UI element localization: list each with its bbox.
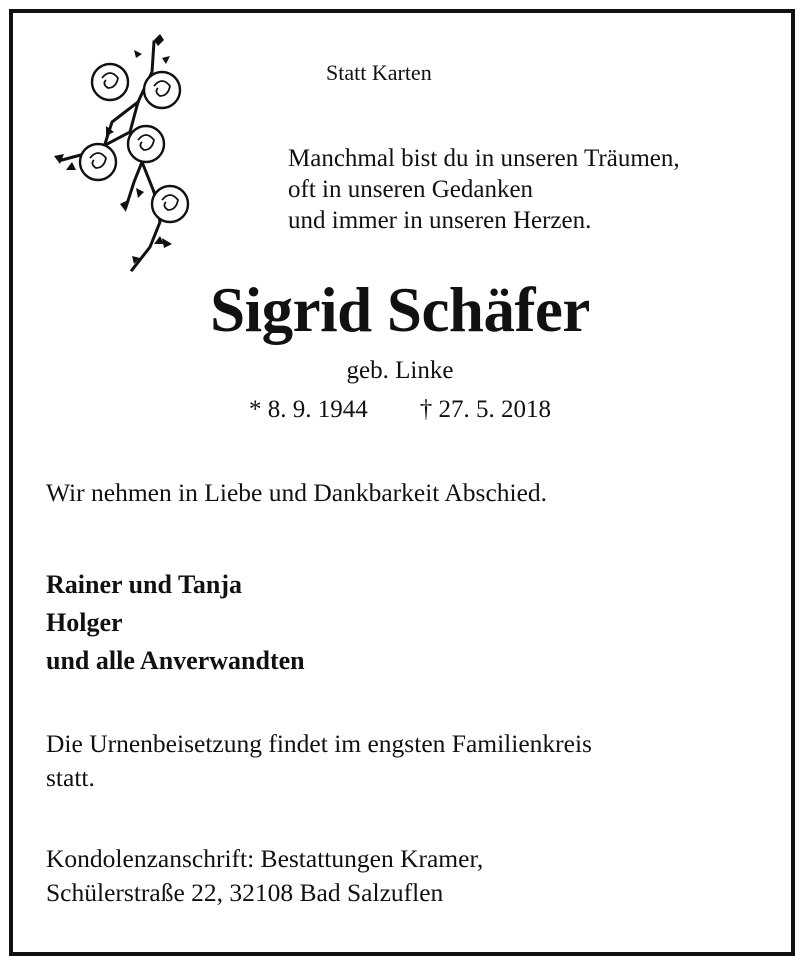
burial-line: Die Urnenbeisetzung findet im engsten Familienkreis [46,729,592,758]
condolence-address [46,842,483,910]
statt-karten-label: Statt Karten [326,60,432,85]
farewell-text: Wir nehmen in Liebe und Dankbarkeit Abschied. [46,478,548,507]
quote-line: Manchmal bist du in unseren Träumen, [288,145,680,172]
mourners-list [46,566,305,680]
condolence-line: Schülerstraße 22, 32108 Bad Salzuflen [46,878,444,907]
memorial-quote [288,143,680,236]
quote-line: oft in unseren Gedanken [288,176,534,203]
mourner-name: Rainer und Tanja [46,570,243,599]
maiden-name: geb. Linke [346,357,454,384]
mourner-name: Holger [46,608,123,637]
condolence-line: Kondolenzanschrift: Bestattungen Kramer, [46,844,484,873]
birth-date: * 8. 9. 1944 [249,396,368,423]
burial-line: statt. [46,763,95,792]
roses-icon [42,32,202,272]
life-dates [0,397,800,422]
deceased-name: Sigrid Schäfer [210,275,590,345]
quote-line: und immer in unseren Herzen. [288,207,592,234]
burial-notice [46,727,592,795]
mourner-name: und alle Anverwandten [46,646,305,675]
death-date: † 27. 5. 2018 [419,396,551,423]
